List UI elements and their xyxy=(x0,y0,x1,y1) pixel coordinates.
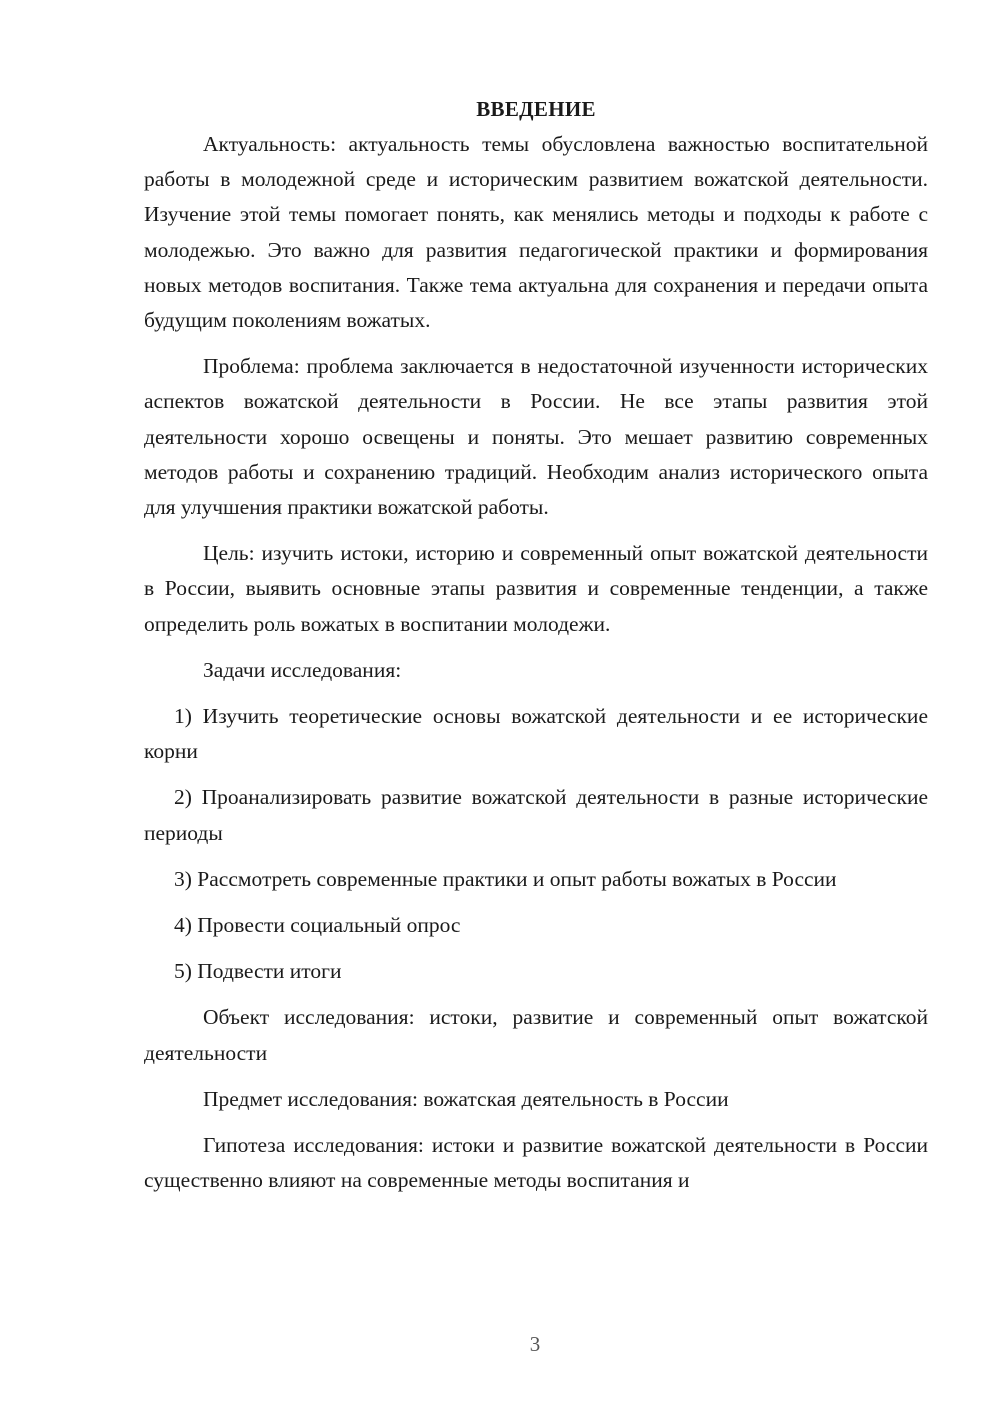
paragraph-problem: Проблема: проблема заключается в недостаточной изученности исторических аспектов вожатской деятельности в России. Не все этапы развития этой деятельности хорошо освещены и поняты. Это мешает развитию современных методов работы и сохранению традиций. Необходим анализ исторического опыта для улучшения практики вожатской работы. xyxy=(144,354,928,520)
paragraph-relevance: Актуальность: актуальность темы обусловлена важностью воспитательной работы в молодежной среде и историческим развитием вожатской деятельности. Изучение этой темы помогает понять, как менялись методы и подходы к работе с молодежью. Это важно для развития педагогической практики и формирования новых методов воспитания. Также тема актуальна для сохранения и передачи опыта будущим поколениям вожатых. xyxy=(144,132,928,333)
task-item-3: 3) Рассмотреть современные практики и опыт работы вожатых в России xyxy=(174,866,837,891)
task-item-5: 5) Подвести итоги xyxy=(174,959,342,984)
paragraph-goal: Цель: изучить истоки, историю и современный опыт вожатской деятельности в России, выявить основные этапы развития и современные тенденции, а также определить роль вожатых в воспитании молодежи. xyxy=(144,541,928,636)
task-item-1: 1) Изучить теоретические основы вожатской деятельности и ее исторические корни xyxy=(144,704,928,764)
document-page xyxy=(144,92,928,1198)
paragraph-subject: Предмет исследования: вожатская деятельность в России xyxy=(203,1086,729,1111)
page-number: 3 xyxy=(529,1332,541,1356)
paragraph-hypothesis: Гипотеза исследования: истоки и развитие вожатской деятельности в России существенно влияют на современные методы воспитания и xyxy=(144,1133,928,1193)
tasks-heading: Задачи исследования: xyxy=(203,657,402,682)
task-item-2: 2) Проанализировать развитие вожатской деятельности в разные исторические периоды xyxy=(144,785,928,845)
task-item-4: 4) Провести социальный опрос xyxy=(174,913,461,938)
section-title: ВВЕДЕНИЕ xyxy=(476,97,596,121)
paragraph-object: Объект исследования: истоки, развитие и современный опыт вожатской деятельности xyxy=(144,1005,928,1065)
